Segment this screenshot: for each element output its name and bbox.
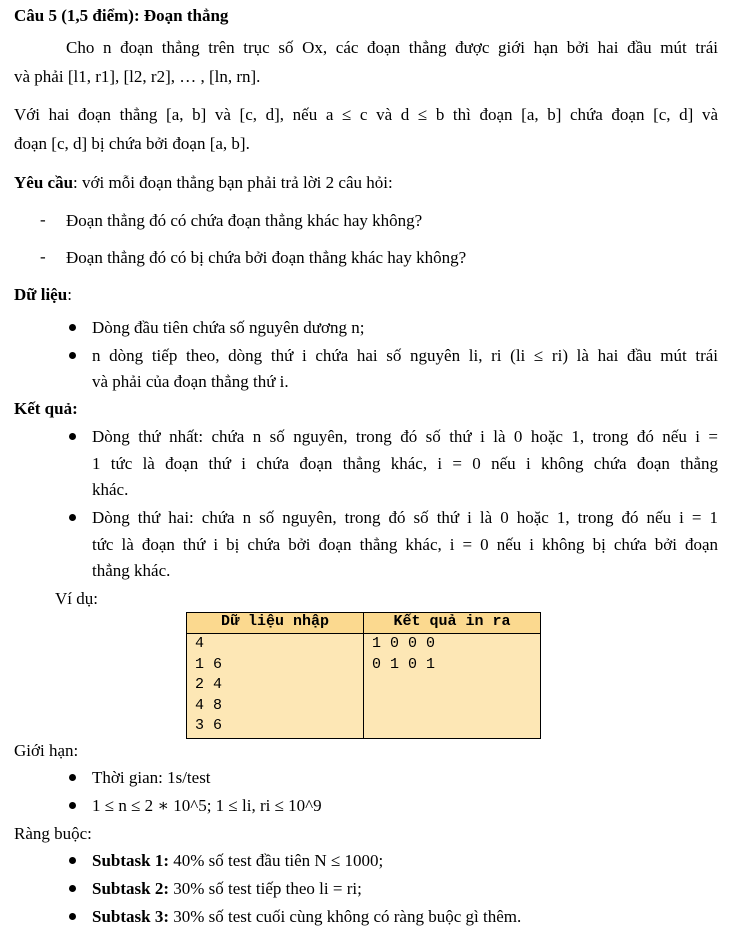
bullet-icon <box>69 514 76 521</box>
output-label: Kết quả: <box>14 399 78 418</box>
example-label: Ví dụ: <box>55 589 98 608</box>
input-label: Dữ liệu <box>14 285 68 304</box>
subtask-3-text: 30% số test cuối cùng không có ràng buộc gì thêm. <box>169 907 522 926</box>
subtask-1-text: 40% số test đầu tiên N ≤ 1000; <box>169 851 384 870</box>
bullet-icon <box>69 433 76 440</box>
input-section: Dữ liệu: <box>14 285 72 304</box>
intro-line-1: Cho n đoạn thẳng trên trục số Ox, các đoạn thẳng được giới hạn bởi hai đầu mút trái <box>66 38 718 57</box>
bullet-icon <box>69 774 76 781</box>
output-item-1-line-1: Dòng thứ nhất: chứa n số nguyên, trong đó số thứ i là 0 hoặc 1, trong đó nếu i = <box>92 427 718 446</box>
limit-time: Thời gian: 1s/test <box>92 768 211 787</box>
input-item-2-line-2: và phải của đoạn thẳng thứ i. <box>92 372 289 391</box>
example-output-line: 1 0 0 0 <box>372 635 436 652</box>
example-input-line: 1 6 <box>195 655 223 673</box>
example-input-cell <box>187 634 364 739</box>
dash-bullet: - <box>40 247 46 266</box>
problem-title: Câu 5 (1,5 điểm): Đoạn thẳng <box>14 6 229 25</box>
output-item-2-line-3: thẳng khác. <box>92 561 171 580</box>
subtask-2-text: 30% số test tiếp theo li = ri; <box>169 879 362 898</box>
subtask-2 <box>92 878 362 900</box>
subtask-1 <box>92 850 383 872</box>
definition-line-1: Với hai đoạn thẳng [a, b] và [c, d], nếu a ≤ c và d ≤ b thì đoạn [a, b] chứa đoạn [c, d] và <box>14 105 718 124</box>
input-item-2-line-1: n dòng tiếp theo, dòng thứ i chứa hai số nguyên li, ri (li ≤ ri) là hai đầu mút trái <box>92 346 718 365</box>
example-table <box>186 612 541 739</box>
example-header-output: Kết quả in ra <box>364 613 541 634</box>
example-input-line: 4 <box>195 635 205 652</box>
constraints-label: Ràng buộc: <box>14 824 92 843</box>
requirement-label: Yêu cầu <box>14 173 74 192</box>
requirement <box>14 172 393 194</box>
bullet-icon <box>69 885 76 892</box>
example-output-line: 0 1 0 1 <box>372 655 436 673</box>
output-item-2-line-2: tức là đoạn thứ i bị chứa bởi đoạn thẳng khác, i = 0 nếu i không bị chứa bởi đoạn <box>92 535 718 554</box>
bullet-icon <box>69 324 76 331</box>
bullet-icon <box>69 913 76 920</box>
example-output-cell <box>364 634 541 739</box>
subtask-3 <box>92 906 521 928</box>
bullet-icon <box>69 352 76 359</box>
intro-line-2: và phải [l1, r1], [l2, r2], … , [ln, rn]. <box>14 67 261 86</box>
bullet-icon <box>69 857 76 864</box>
output-item-2-line-1: Dòng thứ hai: chứa n số nguyên, trong đó số thứ i là 0 hoặc 1, trong đó nếu i = 1 <box>92 508 718 527</box>
dash-bullet: - <box>40 210 46 229</box>
bullet-icon <box>69 802 76 809</box>
output-item-1-line-2: 1 tức là đoạn thứ i chứa đoạn thẳng khác, i = 0 nếu i không chứa đoạn thẳng <box>92 454 718 473</box>
definition-line-2: đoạn [c, d] bị chứa bởi đoạn [a, b]. <box>14 134 250 153</box>
limits-label: Giới hạn: <box>14 741 79 760</box>
question-2: Đoạn thẳng đó có bị chứa bởi đoạn thẳng khác hay không? <box>66 248 467 267</box>
example-header-input: Dữ liệu nhập <box>187 613 364 634</box>
question-1: Đoạn thẳng đó có chứa đoạn thẳng khác hay không? <box>66 211 423 230</box>
requirement-text: : với mỗi đoạn thẳng bạn phải trả lời 2 câu hỏi: <box>73 173 393 192</box>
example-input-line: 2 4 <box>195 676 223 693</box>
output-item-1-line-3: khác. <box>92 480 129 499</box>
limit-range: 1 ≤ n ≤ 2 ∗ 10^5; 1 ≤ li, ri ≤ 10^9 <box>92 796 322 815</box>
input-item-1: Dòng đầu tiên chứa số nguyên dương n; <box>92 318 365 337</box>
example-input-line: 4 8 <box>195 696 223 714</box>
subtask-2-label: Subtask 2: <box>92 879 170 898</box>
example-input-line: 3 6 <box>195 717 223 734</box>
subtask-3-label: Subtask 3: <box>92 907 170 926</box>
subtask-1-label: Subtask 1: <box>92 851 170 870</box>
